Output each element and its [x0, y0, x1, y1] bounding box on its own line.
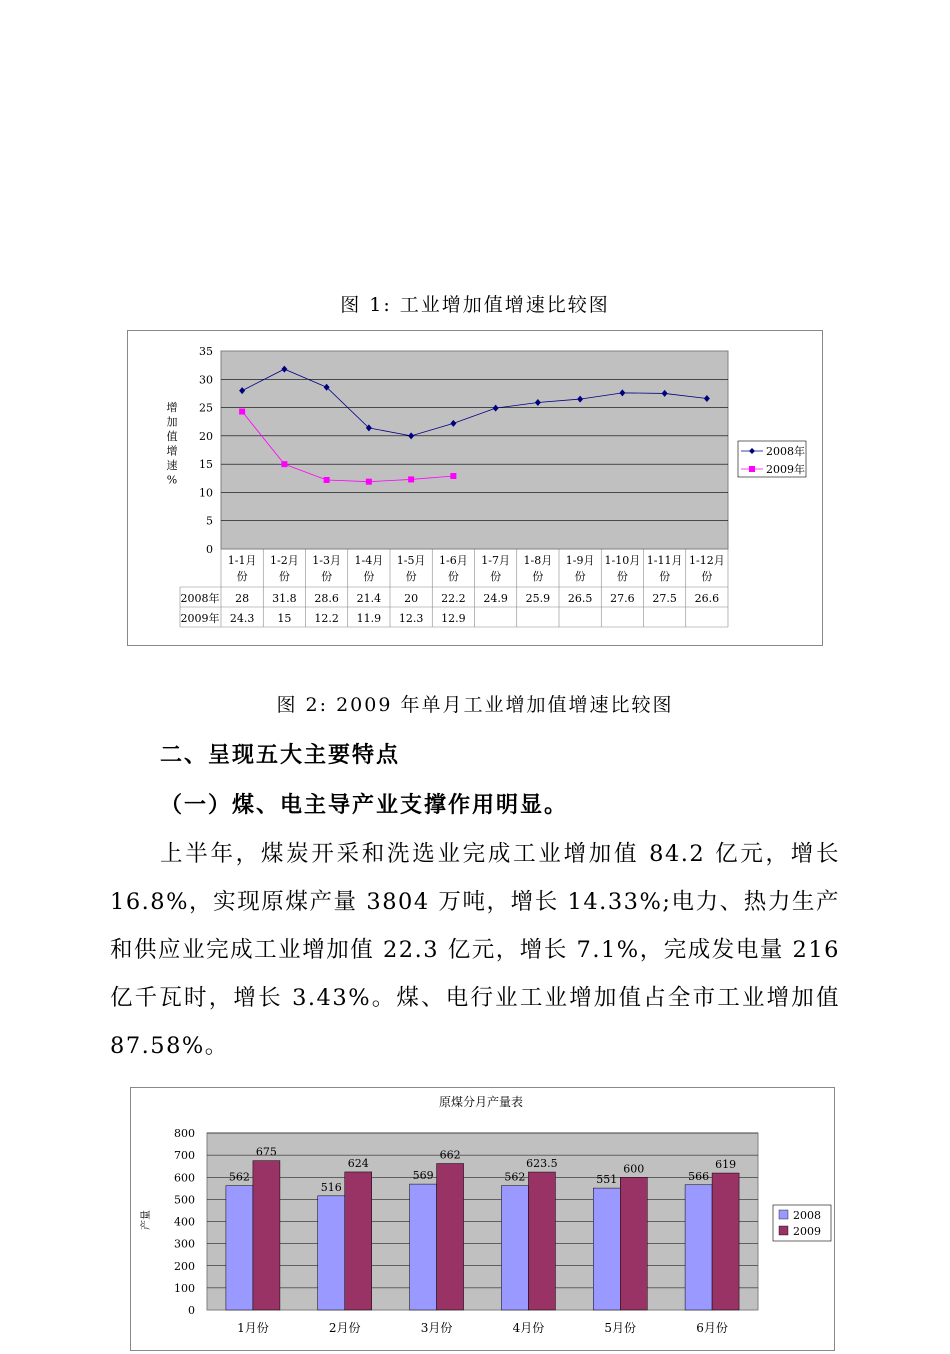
- x-tick-label: 1-5月: [396, 554, 426, 567]
- y-axis-label-char: 增: [166, 401, 178, 414]
- bar: [410, 1184, 437, 1310]
- y-tick-label: 300: [174, 1237, 195, 1251]
- table-cell: 24.3: [229, 612, 255, 625]
- table-cell: 28: [235, 592, 250, 605]
- data-label: 516: [320, 1180, 342, 1194]
- x-tick-label: 5月份: [604, 1321, 637, 1335]
- x-tick-label-suffix: 份: [363, 570, 375, 583]
- x-tick-label-suffix: 份: [574, 570, 586, 583]
- table-row-header: 2009年: [180, 612, 220, 625]
- x-tick-label: 1-7月: [481, 554, 510, 567]
- table-cell: 15: [277, 612, 292, 625]
- data-label: 662: [439, 1148, 461, 1162]
- y-tick-label: 800: [174, 1127, 195, 1140]
- data-point: [324, 477, 330, 483]
- table-cell: 24.9: [483, 592, 508, 605]
- bar: [528, 1172, 555, 1310]
- plot-area: [221, 351, 728, 549]
- table-cell: 28.6: [314, 592, 339, 605]
- y-tick-label: 5: [206, 514, 213, 528]
- y-tick-label: 15: [199, 458, 213, 472]
- x-tick-label-suffix: 份: [490, 570, 502, 583]
- bar: [685, 1185, 712, 1310]
- y-tick-label: 100: [174, 1281, 195, 1295]
- table-cell: 12.3: [398, 612, 424, 625]
- bar: [593, 1188, 620, 1310]
- table-cell: 26.5: [567, 592, 593, 605]
- data-label: 600: [623, 1162, 645, 1176]
- table-cell: 11.9: [356, 612, 382, 625]
- line-chart-frame: [127, 330, 823, 646]
- bar: [437, 1164, 464, 1310]
- line-chart: [128, 331, 822, 645]
- table-cell: 26.6: [694, 592, 720, 605]
- bar: [226, 1186, 253, 1310]
- y-tick-label: 25: [199, 401, 213, 415]
- data-label: 562: [228, 1170, 250, 1184]
- x-tick-label: 4月份: [512, 1321, 545, 1335]
- bar-chart: [131, 1088, 834, 1350]
- data-point: [408, 476, 414, 482]
- bar: [318, 1196, 345, 1310]
- legend-label: 2009: [793, 1225, 821, 1238]
- legend-swatch: [779, 1226, 788, 1235]
- x-tick-label: 6月份: [696, 1321, 728, 1335]
- y-tick-label: 500: [174, 1193, 195, 1207]
- x-tick-label-suffix: 份: [321, 570, 333, 583]
- y-tick-label: 200: [174, 1259, 195, 1273]
- y-axis-label-char: 值: [166, 430, 178, 443]
- bar: [345, 1172, 372, 1310]
- bar-chart-frame: [130, 1087, 835, 1351]
- bar: [620, 1177, 647, 1310]
- x-tick-label: 1-1月: [227, 554, 257, 567]
- table-cell: 31.8: [272, 592, 297, 605]
- x-tick-label: 1-6月: [439, 554, 468, 567]
- bar: [501, 1186, 528, 1310]
- y-tick-label: 0: [206, 543, 213, 556]
- x-tick-label-suffix: 份: [532, 570, 544, 583]
- x-tick-label-suffix: 份: [447, 570, 459, 583]
- data-label: 623.5: [526, 1157, 558, 1171]
- y-axis-label-char: 速: [166, 459, 178, 472]
- table-cell: 21.4: [356, 592, 382, 605]
- x-tick-label-suffix: 份: [701, 570, 713, 583]
- x-tick-label: 3月份: [420, 1321, 453, 1335]
- x-tick-label: 1-9月: [565, 554, 595, 567]
- legend-label: 2008: [793, 1209, 821, 1222]
- table-cell: 12.2: [314, 612, 339, 625]
- x-tick-label-suffix: 份: [405, 570, 417, 583]
- body-paragraph: 上半年，煤炭开采和洗选业完成工业增加值 84.2 亿元，增长 16.8%，实现原煤产量 3804 万吨，增长 14.33%;电力、热力生产和供应业完成工业增加值 22.3 亿元，增长 7.1%，完成发电量 216 亿千瓦时，增长 3.43%。煤、电行业工业增加值占全市工业增加值 87.58%。: [110, 841, 840, 1059]
- x-tick-label: 1-12月: [689, 554, 725, 567]
- table-cell: 27.6: [610, 592, 635, 605]
- data-point: [281, 461, 287, 467]
- x-tick-label: 2月份: [328, 1321, 361, 1335]
- y-axis-label-char: 加: [166, 415, 178, 429]
- subheading: （一）煤、电主导产业支撑作用明显。: [160, 793, 569, 818]
- chart-title: 原煤分月产量表: [438, 1095, 524, 1109]
- y-tick-label: 20: [199, 429, 213, 443]
- y-axis-label-char: 增: [166, 444, 178, 458]
- y-tick-label: 10: [199, 486, 213, 500]
- x-tick-label: 1-3月: [312, 554, 341, 567]
- data-point: [239, 409, 245, 415]
- x-tick-label: 1-2月: [270, 554, 299, 567]
- table-cell: 12.9: [441, 612, 466, 625]
- y-tick-label: 35: [199, 345, 213, 358]
- x-tick-label-suffix: 份: [659, 570, 671, 583]
- data-label: 619: [715, 1158, 737, 1172]
- x-tick-label-suffix: 份: [278, 570, 290, 583]
- y-tick-label: 400: [174, 1215, 195, 1229]
- y-tick-label: 600: [174, 1171, 195, 1185]
- x-tick-label-suffix: 份: [236, 570, 248, 583]
- data-label: 562: [504, 1170, 526, 1184]
- table-cell: 20: [404, 592, 419, 605]
- data-label: 566: [688, 1169, 710, 1183]
- data-label: 624: [347, 1156, 369, 1170]
- data-label: 675: [255, 1145, 277, 1159]
- table-cell: 25.9: [525, 592, 551, 605]
- table-cell: 27.5: [652, 592, 677, 605]
- table-row-header: 2008年: [180, 592, 220, 605]
- bar: [712, 1173, 739, 1310]
- legend-swatch: [779, 1210, 788, 1219]
- data-label: 569: [412, 1169, 434, 1183]
- y-tick-label: 30: [199, 373, 213, 387]
- table-cell: 22.2: [441, 592, 466, 605]
- data-label: 551: [596, 1173, 618, 1187]
- x-tick-label: 1-8月: [523, 554, 553, 567]
- x-tick-label: 1-11月: [646, 554, 683, 567]
- section-heading: 二、呈现五大主要特点: [160, 743, 401, 768]
- bar: [253, 1161, 280, 1310]
- figure-2-caption: 图 2: 2009 年单月工业增加值增速比较图: [276, 694, 674, 716]
- y-axis-label: 产量: [141, 1210, 152, 1230]
- data-point: [450, 473, 456, 479]
- legend-label: 2009年: [766, 463, 805, 476]
- x-tick-label-suffix: 份: [616, 570, 628, 583]
- x-tick-label: 1月份: [237, 1321, 269, 1335]
- data-point: [366, 479, 372, 485]
- x-tick-label: 1-4月: [354, 554, 384, 567]
- y-tick-label: 700: [174, 1149, 195, 1163]
- y-tick-label: 0: [188, 1304, 195, 1317]
- y-axis-label-char: %: [166, 473, 178, 487]
- x-tick-label: 1-10月: [604, 554, 641, 567]
- legend-label: 2008年: [766, 445, 805, 458]
- figure-1-caption: 图 1: 工业增加值增速比较图: [340, 294, 610, 316]
- legend-marker: [749, 466, 755, 472]
